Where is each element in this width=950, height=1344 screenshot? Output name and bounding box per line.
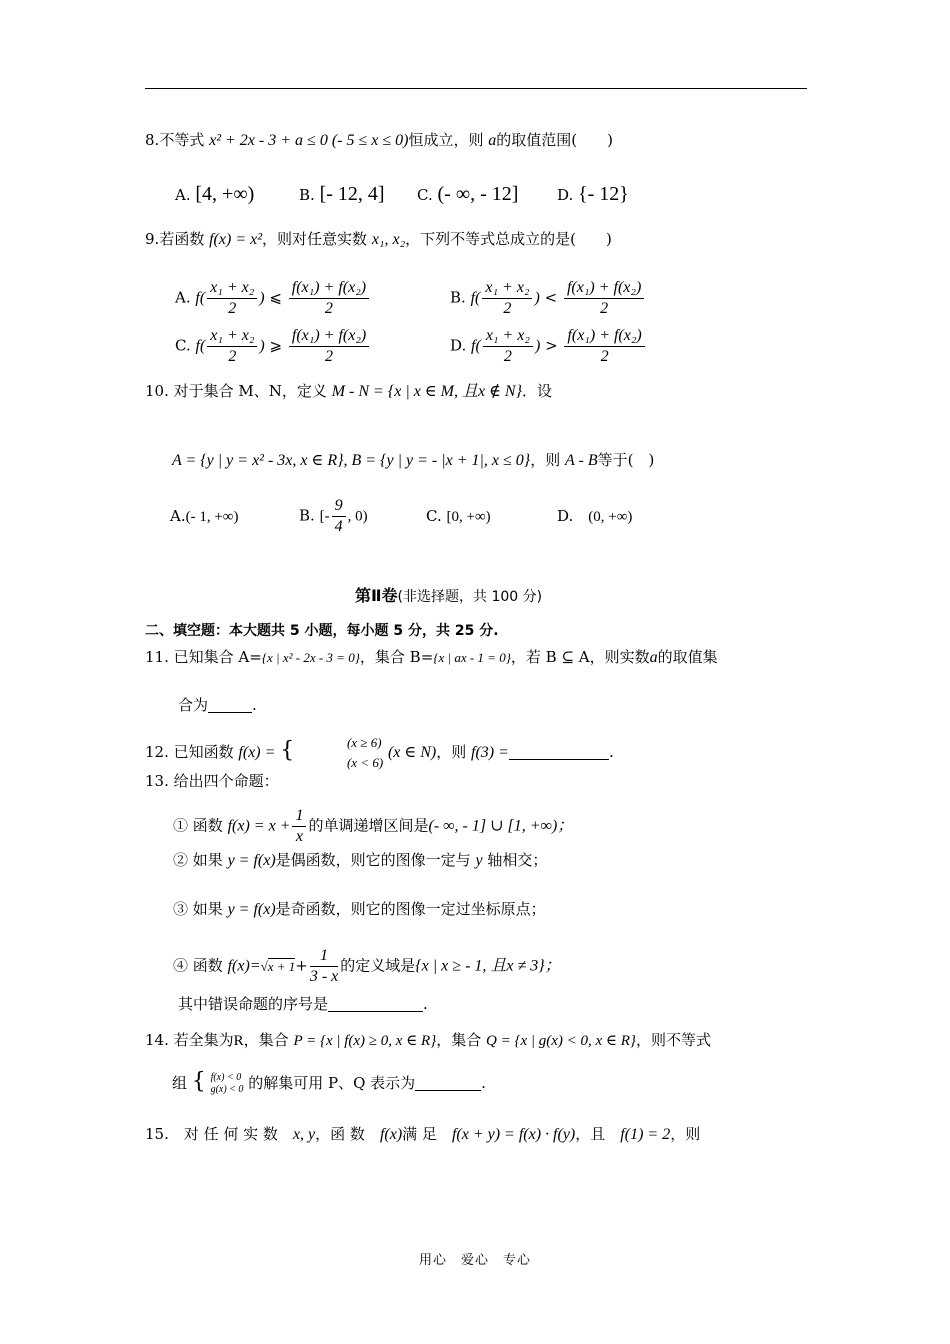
q8-option-b: B. [- 12, 4]	[299, 183, 385, 205]
q9-option-a: A. f( $\frac{\text{x₁ + x₂}}{2}$ ) ⩽ $\frac{\text{f(x₁) + f(x₂)}}{2}$	[175, 278, 371, 319]
q8-option-c: C. (- ∞, - 12]	[417, 183, 519, 205]
q13-proposition-4: ④ 函数 f(x)=√x + 1+ $\frac{1}{3 - x}$ 的定义域是{x | x ≥ - 1, 且x ≠ 3}；	[173, 947, 561, 985]
q10-option-c: C. [0, +∞)	[426, 507, 491, 525]
q13-proposition-1: ① 函数 f(x) = x + $\frac{1}{x}$ 的单调递增区间是(- ∞, - 1] ∪ [1, +∞)；	[173, 807, 574, 845]
question-8: 8.不等式 x² + 2x - 3 + a ≤ 0 (- 5 ≤ x ≤ 0)恒成立，则 a的取值范围( )	[145, 131, 613, 149]
q11-answer-blank[interactable]	[208, 696, 252, 713]
q9-option-c: C. f( $\frac{\text{x₁ + x₂}}{2}$ ) ⩾ $\frac{\text{f(x₁) + f(x₂)}}{2}$	[175, 326, 371, 367]
q14-answer-blank[interactable]	[415, 1074, 481, 1091]
q9-option-d: D. f( $\frac{\text{x₁ + x₂}}{2}$ ) > $\frac{\text{f(x₁) + f(x₂)}}{2}$	[450, 326, 647, 367]
question-10: 10. 对于集合 M、N，定义 M - N = {x | x ∈ M, 且x ∉ N}．设	[145, 382, 553, 400]
page-footer: 用心 爱心 专心	[418, 1253, 531, 1268]
q12-piecewise-brace: {	[280, 738, 295, 763]
section-2-title: 二、填空题：本大题共 5 小题，每小题 5 分，共 25 分.	[145, 623, 499, 639]
q8-inequality: x² + 2x - 3 + a ≤ 0 (- 5 ≤ x ≤ 0)	[209, 132, 409, 149]
question-11: 11. 已知集合 A={x | x² - 2x - 3 = 0}，集合 B={x | ax - 1 = 0}，若 B ⊆ A，则实数a的取值集	[145, 648, 718, 666]
question-12: 12. 已知函数 f(x) = { (x ≥ 6) (x < 6) (x ∈ N)，则 f(3) = .	[145, 735, 614, 770]
q13-answer-blank[interactable]	[328, 995, 423, 1012]
q8-option-d: D. {- 12}	[557, 183, 629, 205]
q12-answer-blank[interactable]	[509, 743, 609, 760]
question-13: 13. 给出四个命题：	[145, 772, 279, 790]
q14-line-2: 组 { f(x) < 0 g(x) < 0 的解集可用 P、Q 表示为 .	[172, 1069, 486, 1095]
q9-function: f(x) = x²	[209, 231, 263, 248]
q9-option-b: B. f( $\frac{\text{x₁ + x₂}}{2}$ ) < $\frac{\text{f(x₁) + f(x₂)}}{2}$	[450, 278, 646, 319]
question-9: 9.若函数 f(x) = x²，则对任意实数 x₁, x₂，下列不等式总成立的是( )	[145, 230, 612, 248]
q10-definition: M - N = {x | x ∈ M, 且x ∉ N}	[331, 383, 523, 400]
q13-proposition-3: ③ 如果 y = f(x)是奇函数，则它的图像一定过坐标原点；	[173, 900, 546, 918]
q13-proposition-2: ② 如果 y = f(x)是偶函数，则它的图像一定与 y 轴相交；	[173, 851, 548, 869]
q10-option-d: D. (0, +∞)	[557, 507, 633, 525]
q10-sets: A = {y | y = x² - 3x, x ∈ R}, B = {y | y = - |x + 1|, x ≤ 0}，则 A - B等于( )	[172, 451, 655, 469]
question-15: 15. 对 任 何 实 数 x, y，函 数 f(x)满 足 f(x + y) = f(x) · f(y)，且 f(1) = 2，则	[145, 1125, 701, 1143]
q10-option-b: B. [- $\frac{9}{4}$ , 0)	[299, 497, 368, 535]
q8-option-a: A. [4, +∞)	[175, 183, 255, 205]
q11-answer-line: 合为 .	[178, 696, 257, 714]
part-2-heading: 第Ⅱ卷(非选择题，共 100 分)	[355, 586, 543, 605]
question-14: 14. 若全集为R，集合 P = {x | f(x) ≥ 0, x ∈ R}，集合 Q = {x | g(x) < 0, x ∈ R}，则不等式	[145, 1031, 711, 1049]
q10-option-a: A.(- 1, +∞)	[170, 507, 239, 525]
header-rule	[145, 88, 807, 89]
q13-answer-line: 其中错误命题的序号是 .	[178, 995, 428, 1013]
